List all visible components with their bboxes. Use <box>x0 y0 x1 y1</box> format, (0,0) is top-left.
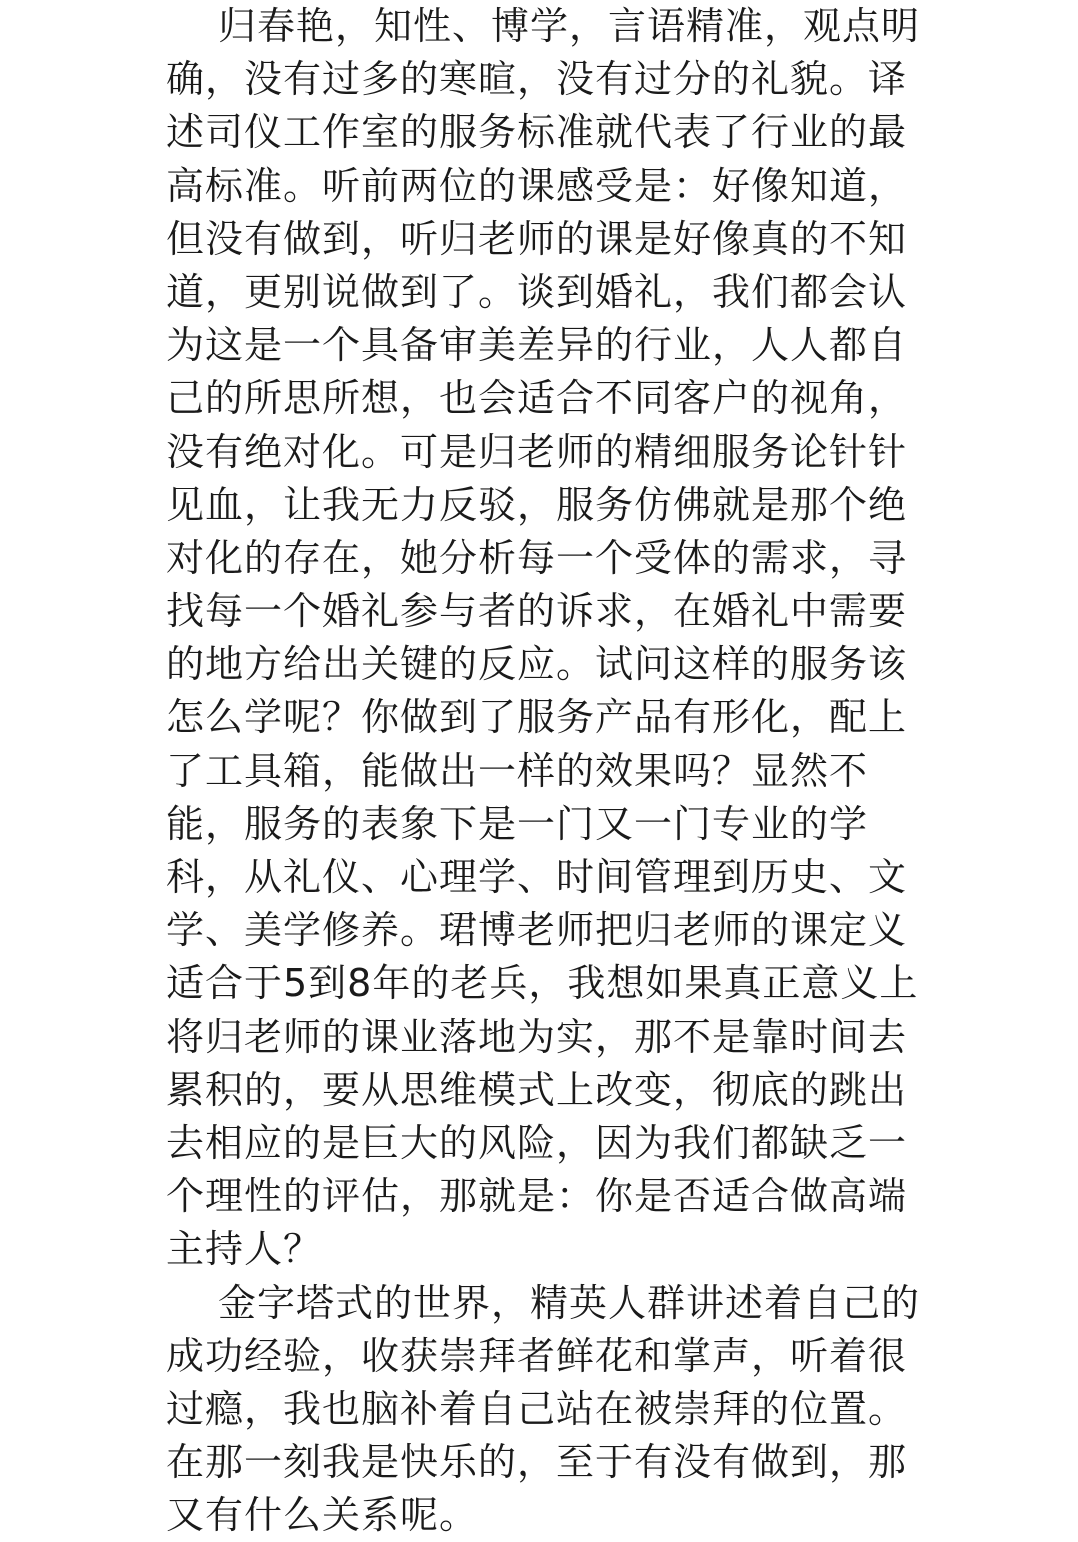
text-line: 成功经验，收获崇拜者鲜花和掌声，听着很 <box>166 1330 936 1383</box>
text-line: 适合于5到8年的老兵，我想如果真正意义上 <box>166 957 936 1010</box>
text-line: 个理性的评估，那就是：你是否适合做高端 <box>166 1170 936 1223</box>
text-line: 科，从礼仪、心理学、时间管理到历史、文 <box>166 851 936 904</box>
text-line: 高标准。听前两位的课感受是：好像知道， <box>166 160 936 213</box>
text-line: 主持人？ <box>166 1223 936 1276</box>
text-line: 能，服务的表象下是一门又一门专业的学 <box>166 798 936 851</box>
text-line: 对化的存在，她分析每一个受体的需求，寻 <box>166 532 936 585</box>
paragraph-2 <box>166 1277 936 1542</box>
text-line: 累积的，要从思维模式上改变，彻底的跳出 <box>166 1064 936 1117</box>
article-body <box>166 0 936 1542</box>
text-line: 过瘾，我也脑补着自己站在被崇拜的位置。 <box>166 1383 936 1436</box>
paragraph-1 <box>166 0 936 1277</box>
text-line: 道，更别说做到了。谈到婚礼，我们都会认 <box>166 266 936 319</box>
text-line: 怎么学呢？你做到了服务产品有形化，配上 <box>166 691 936 744</box>
text-line: 又有什么关系呢。 <box>166 1489 936 1542</box>
text-line: 在那一刻我是快乐的，至于有没有做到，那 <box>166 1436 936 1489</box>
text-line: 没有绝对化。可是归老师的精细服务论针针 <box>166 426 936 479</box>
text-line: 为这是一个具备审美差异的行业，人人都自 <box>166 319 936 372</box>
text-line: 述司仪工作室的服务标准就代表了行业的最 <box>166 106 936 159</box>
text-line: 但没有做到，听归老师的课是好像真的不知 <box>166 213 936 266</box>
text-line: 了工具箱，能做出一样的效果吗？显然不 <box>166 745 936 798</box>
text-line: 的地方给出关键的反应。试问这样的服务该 <box>166 638 936 691</box>
text-line: 去相应的是巨大的风险，因为我们都缺乏一 <box>166 1117 936 1170</box>
text-line: 金字塔式的世界，精英人群讲述着自己的 <box>166 1277 936 1330</box>
text-line: 己的所思所想，也会适合不同客户的视角， <box>166 372 936 425</box>
text-line: 见血，让我无力反驳，服务仿佛就是那个绝 <box>166 479 936 532</box>
text-line: 学、美学修养。珺博老师把归老师的课定义 <box>166 904 936 957</box>
text-line: 将归老师的课业落地为实，那不是靠时间去 <box>166 1011 936 1064</box>
text-line: 归春艳，知性、博学，言语精准，观点明 <box>166 0 936 53</box>
text-line: 找每一个婚礼参与者的诉求，在婚礼中需要 <box>166 585 936 638</box>
text-line: 确，没有过多的寒暄，没有过分的礼貌。译 <box>166 53 936 106</box>
